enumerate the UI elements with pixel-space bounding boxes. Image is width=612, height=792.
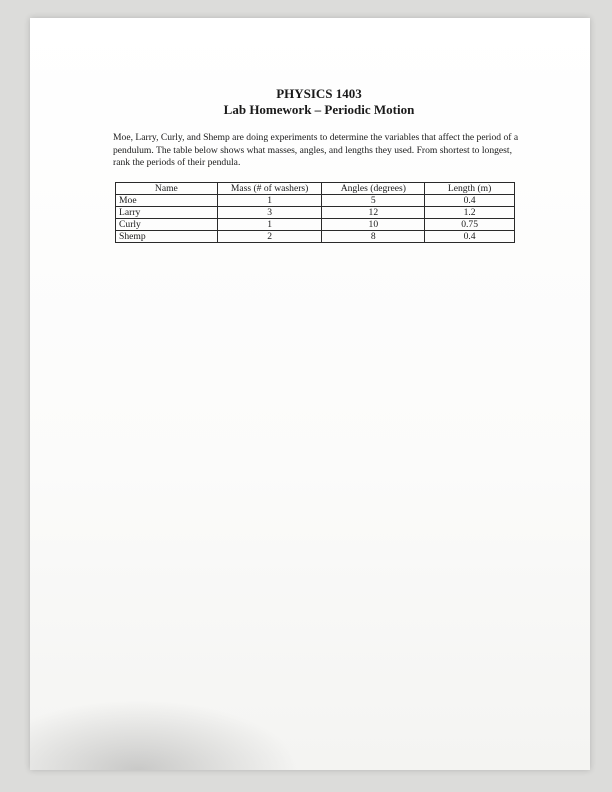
cell-name: Moe: [116, 194, 218, 206]
cell-name: Curly: [116, 218, 218, 230]
page-title: PHYSICS 1403: [276, 86, 362, 101]
cell-length: 0.4: [425, 230, 515, 242]
header-angle: Angles (degrees): [322, 182, 425, 194]
cell-length: 0.75: [425, 218, 515, 230]
table-row: [116, 194, 515, 206]
cell-angle: 12: [322, 206, 425, 218]
cell-angle: 5: [322, 194, 425, 206]
table-row: [116, 206, 515, 218]
table-header-row: [116, 182, 515, 194]
cell-name: Shemp: [116, 230, 218, 242]
cell-mass: 2: [217, 230, 322, 242]
pendulum-data-table: [115, 182, 515, 243]
cell-angle: 10: [322, 218, 425, 230]
cell-name: Larry: [116, 206, 218, 218]
cell-mass: 3: [217, 206, 322, 218]
table-row: [116, 218, 515, 230]
cell-length: 1.2: [425, 206, 515, 218]
cell-length: 0.4: [425, 194, 515, 206]
problem-text: Moe, Larry, Curly, and Shemp are doing experiments to determine the variables that affect the period of a pendulum. The table below shows what masses, angles, and lengths they used. From shortest to longest, rank the periods of their pendula.: [113, 132, 519, 168]
cell-angle: 8: [322, 230, 425, 242]
header-length: Length (m): [425, 182, 515, 194]
cell-mass: 1: [217, 194, 322, 206]
cell-mass: 1: [217, 218, 322, 230]
photo-shadow: [30, 700, 300, 770]
header-name: Name: [116, 182, 218, 194]
page-subtitle: Lab Homework – Periodic Motion: [223, 102, 415, 117]
document-content: [113, 86, 525, 243]
header-mass: Mass (# of washers): [217, 182, 322, 194]
table-row: [116, 230, 515, 242]
